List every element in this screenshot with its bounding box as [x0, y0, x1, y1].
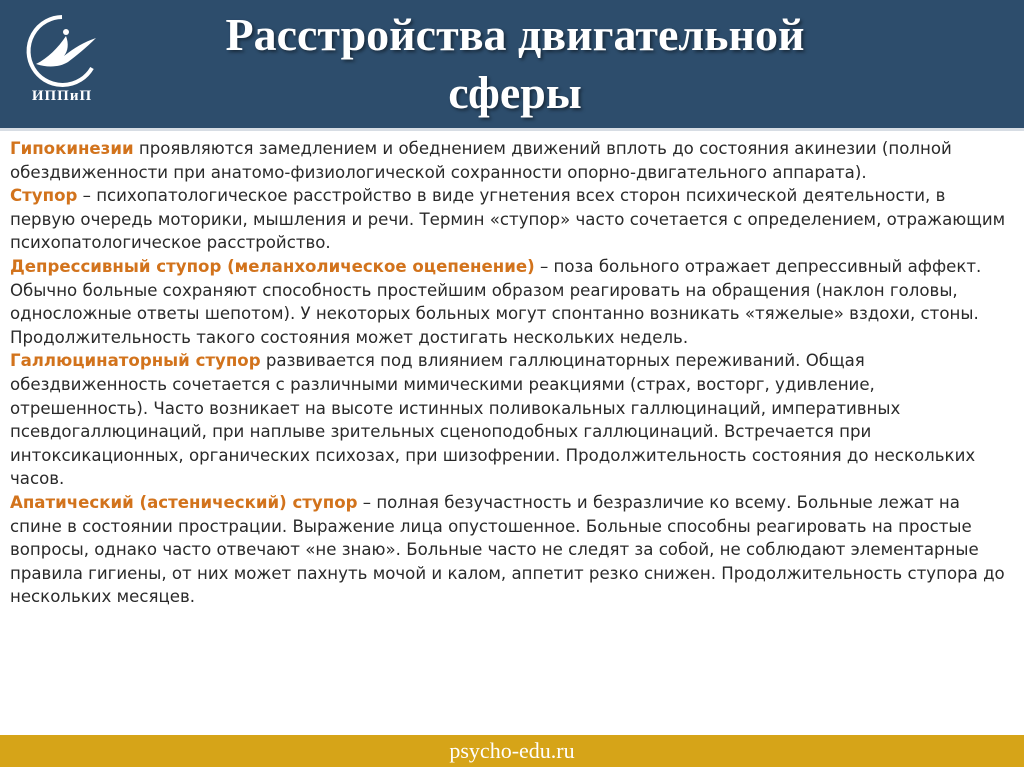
title-line-1: Расстройства двигательной — [225, 9, 805, 60]
paragraph-text: – поза больного отражает депрессивный аффект. Обычно больные сохраняют способность простейшим образом реагировать на обращения (наклон головы, односложные ответы шепотом). У некоторых больных могут спонтанно возникать «тяжелые» вздохи, стоны. Продолжительность такого состояния может достигать нескольких недель. — [10, 256, 982, 347]
term-highlight: Ступор — [10, 186, 78, 206]
paragraph-depressive-stupor — [10, 255, 1014, 349]
footer-site-link[interactable]: psycho-edu.ru — [449, 738, 575, 763]
paragraph-text: – психопатологическое расстройство в виде угнетения всех сторон психической деятельности, в первую очередь моторики, мышления и речи. Термин «ступор» часто сочетается с определением, отражающим психопатологическое расстройство. — [10, 186, 1006, 253]
term-highlight: Гипокинезии — [10, 139, 134, 158]
footer-bar — [0, 735, 1024, 767]
bird-logo-icon — [22, 14, 102, 88]
paragraph-hypokinesia — [10, 137, 1014, 184]
paragraph-text: проявляются замедлением и обеднением движений вплоть до состояния акинезии (полной обездвиженности при анатомо-физиологической сохранности опорно-двигательного аппарата). — [10, 139, 952, 182]
paragraph-text: развивается под влиянием галлюцинаторных переживаний. Общая обездвиженность сочетается с различными мимическими реакциями (страх, восторг, удивление, отрешенность). Часто возникает на высоте истинных поливокальных галлюцинаций, императивных псевдогаллюцинаций, при наплыве зрительных сценоподобных галлюцинаций. Встречается при интоксикационных, органических психозах, при шизофрении. Продолжительность состояния до нескольких часов. — [10, 351, 976, 489]
paragraph-stupor — [10, 184, 1014, 255]
title-line-2: сферы — [448, 67, 582, 118]
term-highlight: Апатический (астенический) ступор — [10, 492, 358, 512]
page-title — [110, 6, 920, 122]
header-bar — [0, 0, 1024, 131]
logo — [14, 12, 110, 116]
paragraph-apathetic-stupor — [10, 491, 1014, 609]
paragraph-text: – полная безучастность и безразличие ко всему. Больные лежат на спине в состоянии прострации. Выражение лица опустошенное. Больные способны реагировать на простые вопросы, однако часто отвечают «не знаю». Больные часто не следят за собой, не соблюдают элементарные правила гигиены, от них может пахнуть мочой и калом, аппетит резко снижен. Продолжительность ступора до нескольких месяцев. — [10, 492, 1005, 607]
paragraph-hallucinatory-stupor — [10, 349, 1014, 491]
logo-text: ИППиП — [31, 88, 93, 104]
term-highlight: Галлюцинаторный ступор — [10, 351, 261, 371]
content-body — [10, 137, 1014, 609]
term-highlight: Депрессивный ступор (меланхолическое оцепенение) — [10, 256, 535, 276]
